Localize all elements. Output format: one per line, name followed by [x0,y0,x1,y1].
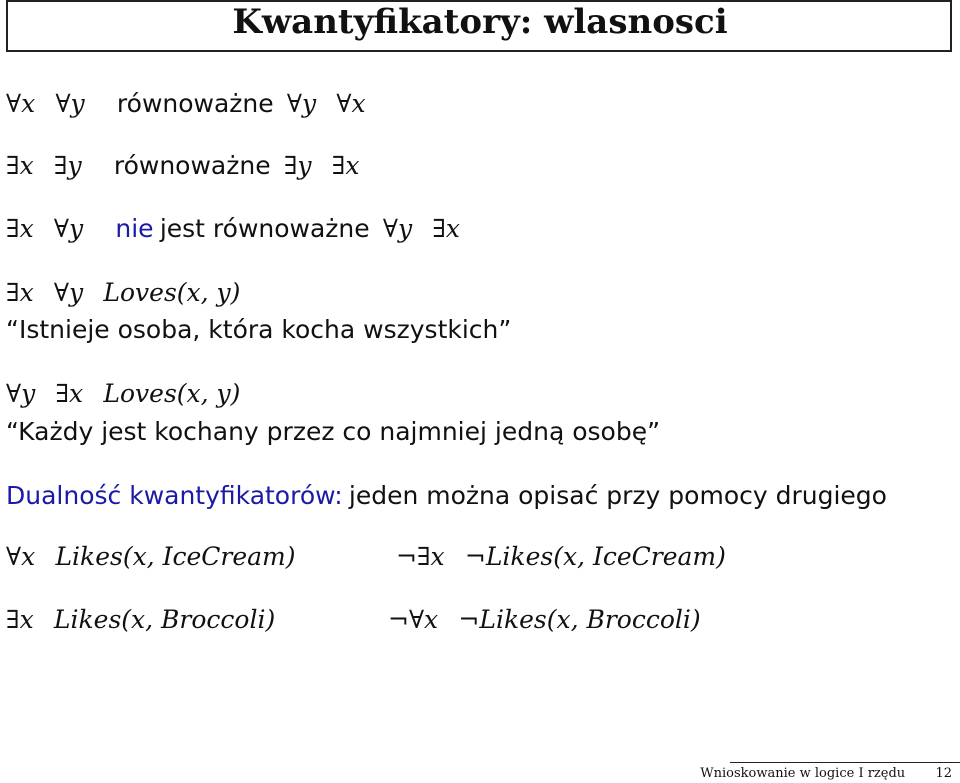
variable: y [21,379,36,408]
variable: x [445,214,461,243]
negation-word: nie [115,214,154,243]
variable: y [302,89,317,118]
footer [700,766,952,781]
variable: x [345,151,360,180]
example-formula-2 [6,378,240,411]
relation-text: równoważne [113,151,271,180]
variable: y [69,214,84,243]
quantifier-symbol: ∀ [55,89,71,118]
equivalence-row-1 [6,88,366,121]
variable: x [19,605,34,634]
relation-text: jest równoważne [159,214,370,243]
quantifier-symbol: ∀ [336,89,352,118]
quantifier-symbol: ∃ [55,379,70,408]
example-gloss-1: “Istnieje osoba, która kocha wszystkich” [6,315,512,344]
negation-symbol: ¬ [464,542,486,571]
quantifier-symbol: ∃ [432,214,446,243]
variable: y [67,151,82,180]
variable: y [70,89,85,118]
dual-right-2 [388,604,701,637]
quantifier-symbol: ∃ [6,151,20,180]
quantifier-symbol: ∃ [6,605,20,634]
footer-title: Wnioskowanie w logice I rzędu [700,766,906,781]
variable: x [19,214,34,243]
variable: x [19,151,34,180]
quantifier-symbol: ∃ [53,151,68,180]
slide-title: Kwantyfikatory: wlasnosci [232,2,728,42]
quantifier-symbol: ∀ [6,89,22,118]
predicate: Loves(x, y) [103,278,241,307]
quantifier-symbol: ∀ [6,379,22,408]
duality-statement [6,480,887,513]
duality-heading: Dualność kwantyfikatorów: [6,481,343,510]
quantifier-symbol: ∃ [331,151,346,180]
quantifier-symbol: ∃ [416,542,431,571]
dual-right-1 [396,541,726,574]
variable: x [69,379,84,408]
quantifier-symbol: ∃ [6,214,20,243]
quantifier-symbol: ∀ [53,214,70,243]
equivalence-row-2 [6,150,359,183]
variable: x [21,542,36,571]
example-gloss-2: “Każdy jest kochany przez co najmniej jedną osobę” [6,417,661,446]
predicate: Loves(x, y) [103,379,241,408]
quantifier-symbol: ∀ [408,605,425,634]
negation-symbol: ¬ [458,605,480,634]
duality-text: jeden można opisać przy pomocy drugiego [348,481,887,510]
page-number: 12 [935,766,952,781]
relation-text: równoważne [116,89,274,118]
variable: y [69,278,84,307]
variable: x [19,278,34,307]
predicate: Likes(x, IceCream) [55,542,296,571]
quantifier-symbol: ∀ [6,542,22,571]
equivalence-row-3 [6,213,460,246]
dual-left-1 [6,541,295,574]
variable: x [430,542,445,571]
predicate: Likes(x, Broccoli) [53,605,276,634]
quantifier-symbol: ∃ [283,151,298,180]
quantifier-symbol: ∀ [286,89,302,118]
predicate: Likes(x, IceCream) [485,542,726,571]
variable: x [424,605,439,634]
dual-left-2 [6,604,275,637]
quantifier-symbol: ∃ [6,278,20,307]
variable: x [21,89,36,118]
quantifier-symbol: ∀ [382,214,398,243]
quantifier-symbol: ∀ [53,278,70,307]
predicate: Likes(x, Broccoli) [479,605,701,634]
variable: y [397,214,413,243]
footer-rule [730,762,960,763]
example-formula-1 [6,277,240,310]
negation-symbol: ¬ [388,605,409,634]
variable: x [351,89,366,118]
negation-symbol: ¬ [396,542,417,571]
variable: y [297,151,312,180]
